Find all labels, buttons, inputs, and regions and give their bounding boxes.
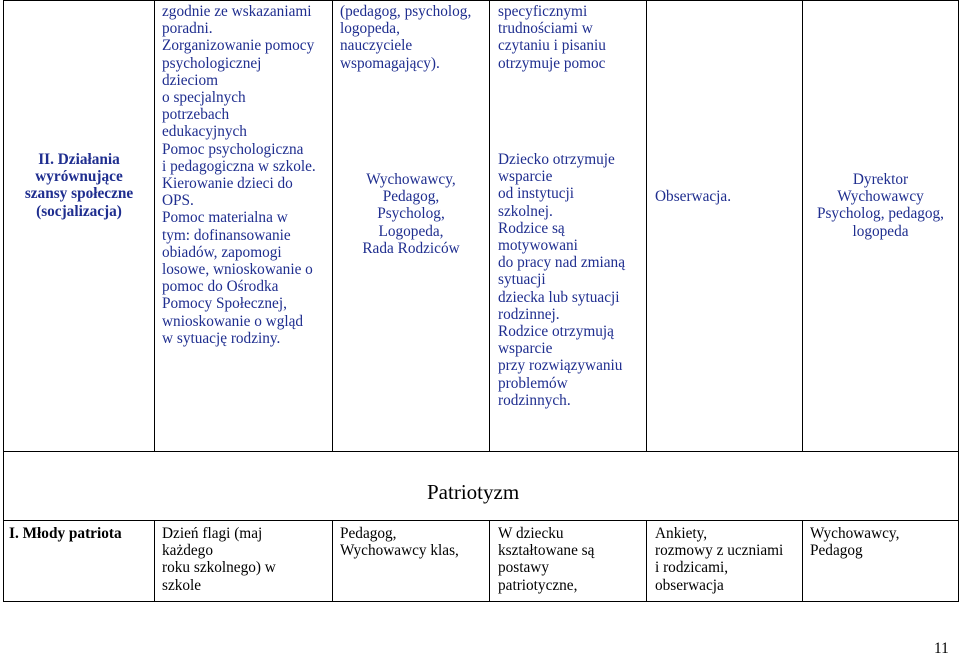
expected-effects-cell: W dziecku kształtowane są postawy patriotyczne, bbox=[498, 525, 595, 594]
table2-top-border bbox=[3, 520, 959, 521]
table2-col-border bbox=[3, 520, 4, 602]
table1-col-border bbox=[154, 0, 155, 452]
table1-col-border bbox=[646, 0, 647, 452]
expected-effects-cell: Dziecko otrzymuje wsparcie od instytucji szkolnej. Rodzice są motywowani do pracy nad zmianą sytuacji dziecka lub sytuacji rodzinnej. Rodzice otrzymują wsparcie przy rozwiązywaniu problemów rodzinnych. bbox=[498, 151, 625, 409]
coordinators-cell: Dyrektor Wychowawcy Psycholog, pedagog, logopeda bbox=[816, 171, 945, 240]
coordinators-cell: Wychowawcy, Pedagog bbox=[810, 525, 900, 560]
activity-name-cell: I. Młody patriota bbox=[9, 525, 122, 542]
table1-col-border bbox=[489, 0, 490, 452]
table2-bottom-border bbox=[3, 601, 959, 602]
expected-effects-cell-top: specyficznymi trudnościami w czytaniu i pisaniu otrzymuje pomoc bbox=[498, 3, 606, 72]
table2-col-border bbox=[332, 520, 333, 602]
table2-col-border bbox=[154, 520, 155, 602]
table1-top-border bbox=[3, 0, 958, 1]
evaluation-cell: Obserwacja. bbox=[655, 188, 732, 205]
table2-col-border bbox=[802, 520, 803, 602]
evaluation-cell: Ankiety, rozmowy z uczniami i rodzicami, obserwacja bbox=[655, 525, 784, 594]
table2-col-border bbox=[646, 520, 647, 602]
responsible-cell: Pedagog, Wychowawcy klas, bbox=[340, 525, 459, 560]
tasks-cell: Dzień flagi (maj każdego roku szkolnego) w szkole bbox=[162, 525, 276, 594]
page-number: 11 bbox=[934, 640, 949, 657]
tasks-cell: zgodnie ze wskazaniami poradni. Zorganizowanie pomocy psychologicznej dzieciom o specjalnych potrzebach edukacyjnych Pomoc psychologiczna i pedagogiczna w szkole. Kierowanie dzieci do OPS. Pomoc materialna w tym: dofinansowanie obiadów, zapomogi losowe, wnioskowanie o pomoc do Ośrodka Pomocy Społecznej, wnioskowanie o wgląd w sytuację rodziny. bbox=[162, 3, 316, 347]
table1-col-border bbox=[3, 0, 4, 452]
responsible-cell: Wychowawcy, Pedagog, Psycholog, Logopeda, Rada Rodziców bbox=[362, 171, 460, 257]
table2-col-border bbox=[489, 520, 490, 602]
table1-bottom-border bbox=[3, 451, 958, 452]
title-band-border bbox=[3, 451, 4, 521]
activity-name-cell: II. Działania wyrównujące szansy społeczne (socjalizacja) bbox=[24, 151, 134, 220]
section-title: Patriotyzm bbox=[427, 480, 520, 504]
responsible-cell-top: (pedagog, psycholog, logopeda, nauczyciele wspomagający). bbox=[340, 3, 472, 72]
